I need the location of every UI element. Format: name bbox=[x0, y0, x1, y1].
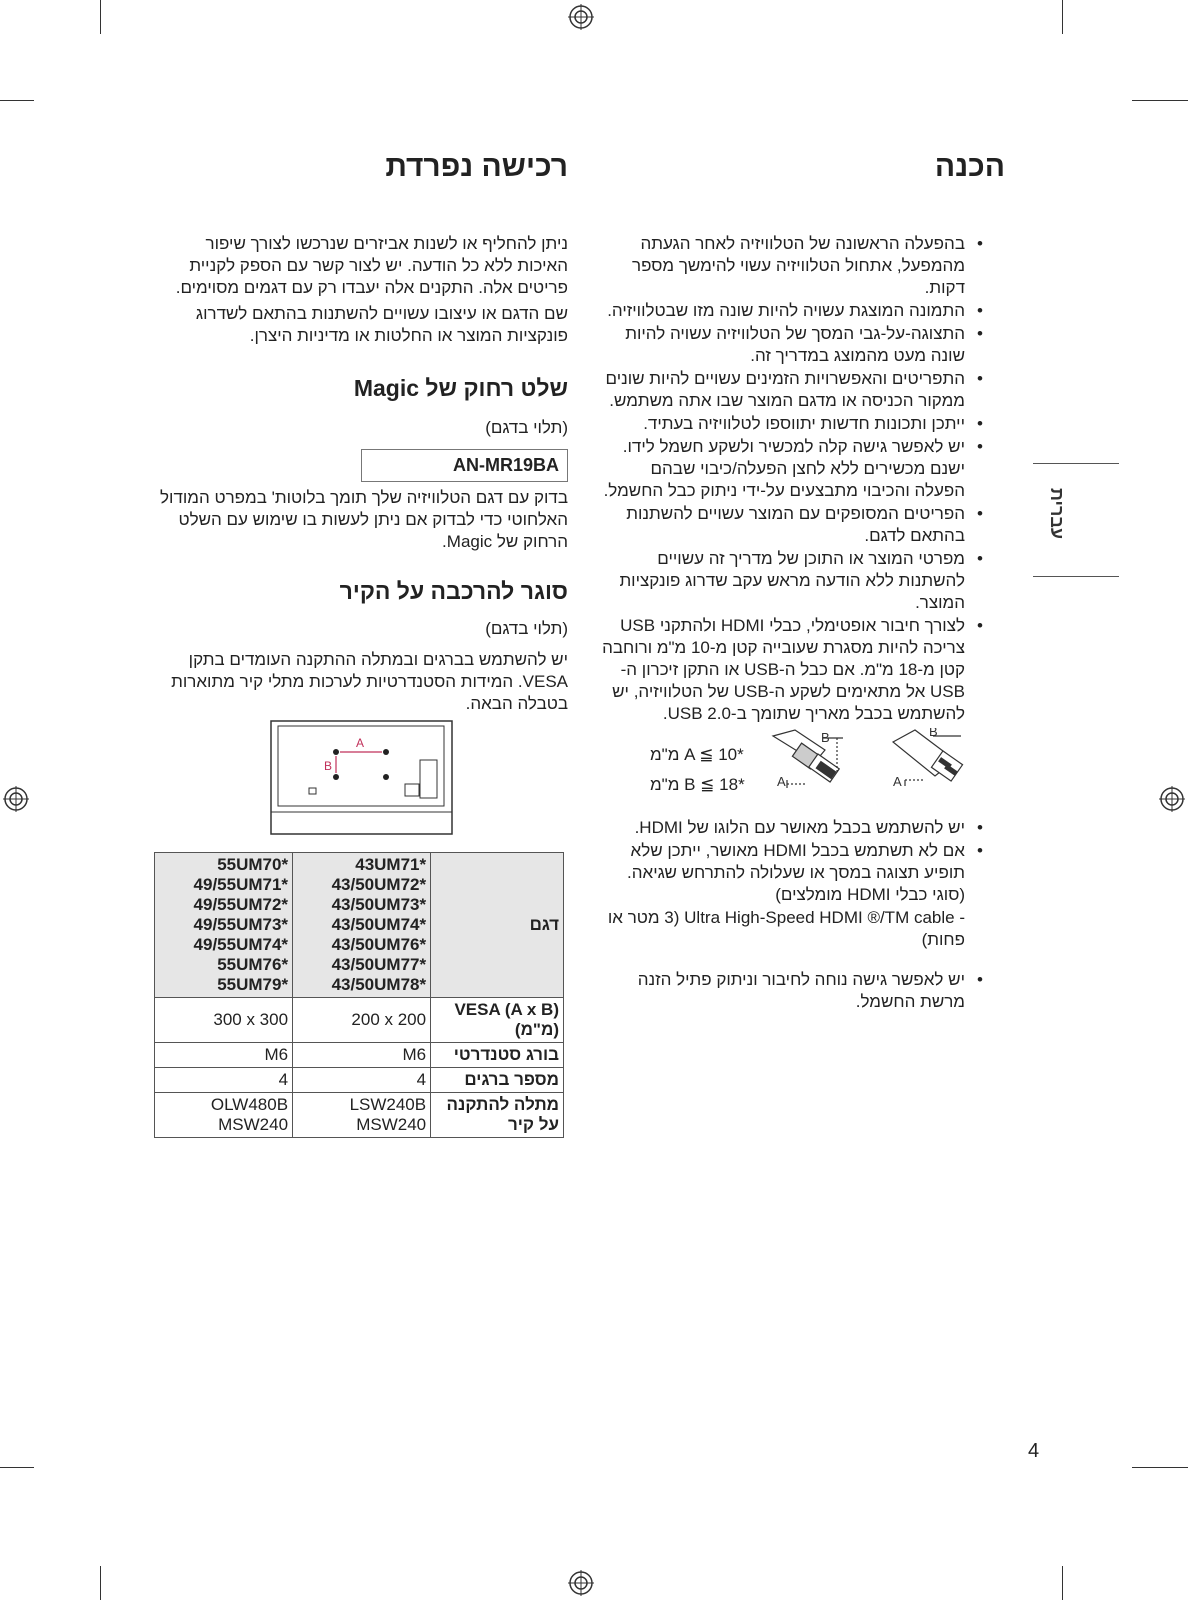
usb-label-a: A bbox=[777, 774, 786, 789]
table-cell: 4 bbox=[155, 1068, 293, 1093]
power-bullet-list bbox=[600, 969, 985, 1013]
page-number: 4 bbox=[1028, 1440, 1040, 1462]
row-header-bracket: מתלה להתקנה על קיר bbox=[431, 1093, 564, 1138]
table-cell bbox=[155, 1093, 293, 1138]
table-cell: M6 bbox=[293, 1043, 431, 1068]
model-name: 43/50UM72* bbox=[331, 875, 427, 894]
usb-note-a: *A ≦ 10 מ"מ bbox=[650, 745, 744, 764]
model-dependent-note: (תלוי בדגם) bbox=[485, 619, 568, 638]
list-item: • יש לאפשר גישה נוחה לחיבור וניתוק פתיל הזנה מרשת החשמל. bbox=[600, 969, 985, 1013]
table-row bbox=[155, 1093, 564, 1138]
row-header-screw: בורג סטנדרטי bbox=[431, 1043, 564, 1068]
list-item: • לצורך חיבור אופטימלי, כבלי HDMI ולהתקני USB צריכה להיות מסגרת שעובייה קטן מ-10 מ"מ ורוחבה קטן מ-18 מ"מ. אם כבל ה-USB או התקן זיכרון ה-USB אל מתאימים לשקע ה-USB של הטלוויזיה, יש להשתמש בכבל מאריך שתומך ב-USB 2.0. bbox=[600, 615, 985, 725]
model-name: 49/55UM73* bbox=[193, 915, 289, 934]
table-row bbox=[155, 998, 564, 1043]
model-name: 55UM70* bbox=[217, 855, 289, 874]
model-name: 49/55UM72* bbox=[193, 895, 289, 914]
model-name: 43/50UM78* bbox=[331, 975, 427, 994]
crop-mark bbox=[1062, 0, 1063, 34]
list-item: • התמונה המוצגת עשויה להיות שונה מזו שבטלוויזיה. bbox=[600, 300, 985, 322]
bracket-model: MSW240 bbox=[356, 1115, 427, 1134]
magic-remote-model: AN-MR19BA bbox=[361, 449, 568, 482]
mount-label-b: B bbox=[324, 759, 333, 773]
row-header-count: מספר ברגים bbox=[431, 1068, 564, 1093]
list-item: • התצוגה-על-גבי המסך של הטלוויזיה עשויה להיות שונה מעט מהמוצג במדריך זה. bbox=[600, 323, 985, 367]
crop-mark bbox=[100, 1566, 101, 1600]
model-name: 49/55UM71* bbox=[193, 875, 289, 894]
models-cell bbox=[293, 853, 431, 998]
list-item: • התפריטים והאפשרויות הזמינים עשויים להיות שונים ממקור הכניסה או מדגם המוצר שבו אתה משתמש. bbox=[600, 368, 985, 412]
table-row bbox=[155, 1068, 564, 1093]
wall-mount-title: סוגר להרכבה על הקיר bbox=[339, 578, 568, 604]
intro-paragraph: שם הדגם או עיצובו עשויים להשתנות בהתאם לשדרוג פונקציות המוצר או החלטות או מדיניות היצרן. bbox=[195, 304, 568, 345]
list-item: • אם לא תשתמש בכבל HDMI מאושר, ייתכן שלא תופיע תצוגה במסך או שעלולה להתרחש שגיאה. (סוגי כבלי HDMI מומלצים) bbox=[600, 840, 985, 906]
hdmi-bullet-list bbox=[600, 817, 985, 906]
crop-mark bbox=[1062, 1566, 1063, 1600]
list-item: • מפרטי המוצר או התוכן של מדריך זה עשויים להשתנות ללא הודעה מראש עקב שדרוג פונקציות המוצר. bbox=[600, 548, 985, 614]
table-cell: 4 bbox=[293, 1068, 431, 1093]
table-cell: 300 x 300 bbox=[155, 998, 293, 1043]
list-item: • הפריטים המסופקים עם המוצר עשויים להשתנות בהתאם לדגם. bbox=[600, 503, 985, 547]
registration-mark-icon bbox=[1159, 786, 1185, 812]
prep-bullet-list bbox=[600, 233, 985, 725]
list-item: • יש לאפשר גישה קלה למכשיר ולשקע חשמל לידו. ישנם מכשירים ללא לחצן הפעלה/כיבוי שבהם הפעלה והכיבוי מתבצעים על-ידי ניתוק כבל החשמל. bbox=[600, 436, 985, 502]
tv-back-diagram bbox=[270, 720, 453, 835]
accessories-title: רכישה נפרדת bbox=[385, 150, 568, 183]
wall-mount-spec-table bbox=[154, 852, 564, 1138]
prep-title: הכנה bbox=[934, 150, 1005, 183]
crop-mark bbox=[100, 0, 101, 34]
usb-label-b: B bbox=[821, 730, 830, 745]
table-cell: M6 bbox=[155, 1043, 293, 1068]
intro-paragraph: ניתן להחליף או לשנות אביזרים שנרכשו לצורך שיפור האיכות ללא כל הודעה. יש לצור קשר עם הספק לקניית פריטים אלה. התקנים אלה יעבדו רק עם דגמים מסוימים. bbox=[175, 234, 568, 297]
model-name: 43/50UM73* bbox=[331, 895, 427, 914]
registration-mark-icon bbox=[568, 1570, 594, 1596]
usb-label-a: A bbox=[893, 774, 902, 789]
model-name: 49/55UM74* bbox=[193, 935, 289, 954]
crop-mark bbox=[0, 100, 34, 101]
magic-remote-title: שלט רחוק של Magic bbox=[353, 375, 568, 401]
hdmi-cable-line: - Ultra High-Speed HDMI ®/TM cable (3 מטר או פחות) bbox=[607, 908, 965, 949]
usb-size-diagram bbox=[765, 728, 985, 806]
row-header-model: דגם bbox=[431, 853, 564, 998]
model-name: 43/50UM77* bbox=[331, 955, 427, 974]
side-tab-rule bbox=[1033, 463, 1119, 464]
crop-mark bbox=[0, 1467, 34, 1468]
list-item: • בהפעלה הראשונה של הטלוויזיה לאחר הגעתה מהמפעל, אתחול הטלוויזיה עשוי להימשך מספר דקות. bbox=[600, 233, 985, 299]
model-name: 43/50UM74* bbox=[331, 915, 427, 934]
model-name: 55UM79* bbox=[217, 975, 289, 994]
mount-label-a: A bbox=[356, 736, 365, 750]
usb-label-b: B bbox=[929, 728, 938, 739]
row-header-vesa: VESA (A x B) (מ"מ) bbox=[431, 998, 564, 1043]
model-name: 55UM76* bbox=[217, 955, 289, 974]
model-name: 43UM71* bbox=[355, 855, 427, 874]
registration-mark-icon bbox=[3, 786, 29, 812]
list-item: • יש להשתמש בכבל מאושר עם הלוגו של HDMI. bbox=[600, 817, 985, 839]
accessories-intro bbox=[155, 233, 568, 351]
prep-column bbox=[600, 233, 985, 726]
magic-remote-text: בדוק עם דגם הטלוויזיה שלך תומך בלוטות' במפרט המודול האלחוטי כדי לבדוק אם ניתן לעשות בו שימוש עם השלט הרחוק של Magic. bbox=[160, 488, 568, 551]
language-tab: עברית bbox=[1047, 488, 1067, 540]
registration-mark-icon bbox=[568, 4, 594, 30]
bracket-model: OLW480B bbox=[210, 1095, 289, 1114]
models-cell bbox=[155, 853, 293, 998]
bracket-model: LSW240B bbox=[349, 1095, 427, 1114]
model-dependent-note: (תלוי בדגם) bbox=[485, 418, 568, 437]
table-cell: 200 x 200 bbox=[293, 998, 431, 1043]
list-item: • ייתכן ותכונות חדשות יתווספו לטלוויזיה בעתיד. bbox=[600, 413, 985, 435]
table-row bbox=[155, 853, 564, 998]
model-name: 43/50UM76* bbox=[331, 935, 427, 954]
crop-mark bbox=[1132, 1467, 1188, 1468]
bracket-model: MSW240 bbox=[218, 1115, 289, 1134]
table-cell bbox=[293, 1093, 431, 1138]
usb-note-b: *B ≦ 18 מ"מ bbox=[650, 775, 745, 794]
wall-mount-text: יש להשתמש בברגים ובמתלה ההתקנה העומדים בתקן VESA. המידות הסטנדרטיות לערכות מתלי קיר מתוארות בטבלה הבאה. bbox=[171, 650, 568, 713]
crop-mark bbox=[1132, 100, 1188, 101]
hdmi-notes bbox=[600, 817, 985, 1014]
side-tab-rule bbox=[1033, 576, 1119, 577]
table-row bbox=[155, 1043, 564, 1068]
